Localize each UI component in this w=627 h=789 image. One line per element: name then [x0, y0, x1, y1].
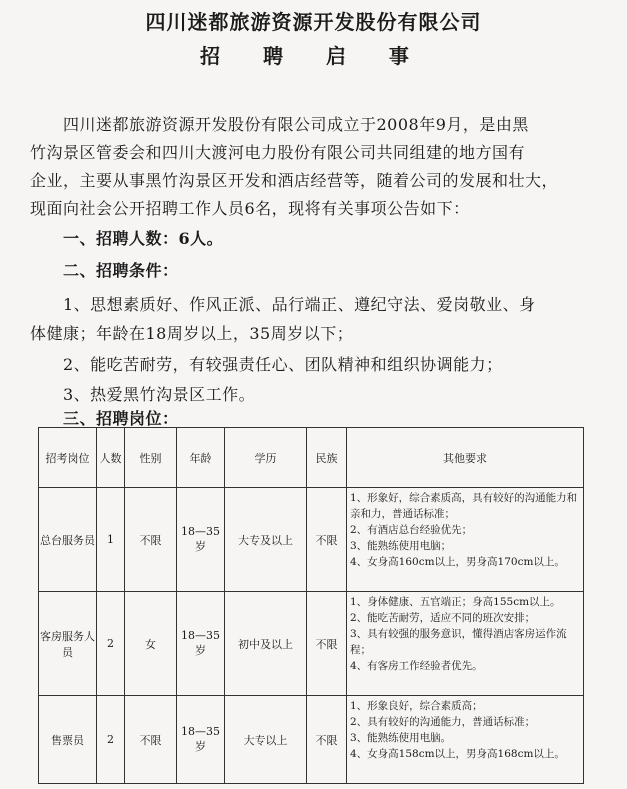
- requirement-item: 2、能吃苦耐劳，适应不同的班次安排；: [350, 612, 536, 624]
- requirement-item: 3、能熟练使用电脑；: [350, 540, 452, 552]
- requirement-item: 4、女身高160cm以上，男身高170cm以上。: [350, 556, 565, 568]
- header-ethnicity: 民族: [307, 428, 347, 488]
- cell-education: 初中及以上: [225, 592, 307, 696]
- table-row: [39, 488, 584, 592]
- cell-education: 大专及以上: [225, 488, 307, 592]
- cell-requirements: [347, 696, 584, 784]
- cell-ethnicity: 不限: [307, 488, 347, 592]
- section-heading-positions: 三、招聘岗位：: [63, 409, 179, 428]
- intro-line: 企业，主要从事黑竹沟景区开发和酒店经营等，随着公司的发展和壮大，: [30, 171, 559, 190]
- cell-age: 18—35岁: [177, 488, 225, 592]
- requirement-item: 4、女身高158cm以上，男身高168cm以上。: [350, 748, 565, 760]
- cell-gender: 女: [125, 592, 177, 696]
- section-heading-conditions: 二、招聘条件：: [63, 261, 179, 280]
- cell-position: 总台服务员: [39, 488, 97, 592]
- header-requirements: 其他要求: [347, 428, 584, 488]
- condition-line: 体健康；年龄在18周岁以上，35周岁以下；: [30, 324, 354, 343]
- cell-count: 2: [97, 592, 125, 696]
- header-age: 年龄: [177, 428, 225, 488]
- cell-ethnicity: 不限: [307, 592, 347, 696]
- requirement-item: 1、形象良好，综合素质高；: [350, 700, 483, 712]
- condition-line: 2、能吃苦耐劳，有较强责任心、团队精神和组织协调能力；: [63, 355, 503, 374]
- cell-requirements: [347, 592, 584, 696]
- cell-requirements: [347, 488, 584, 592]
- cell-gender: 不限: [125, 696, 177, 784]
- header-education: 学历: [225, 428, 307, 488]
- company-title: 四川迷都旅游资源开发股份有限公司: [145, 10, 482, 34]
- requirement-item: 2、具有较好的沟通能力，普通话标准；: [350, 716, 536, 728]
- cell-ethnicity: 不限: [307, 696, 347, 784]
- requirement-item: 3、能熟练使用电脑。: [350, 732, 452, 744]
- requirement-item: 1、身体健康、五官端正；身高155cm以上。: [350, 596, 561, 608]
- document-title: 招 聘 启 事: [200, 44, 427, 68]
- cell-position: 售票员: [39, 696, 97, 784]
- cell-age: 18—35岁: [177, 592, 225, 696]
- requirement-item: 3、具有较强的服务意识，懂得酒店客房运作流程；: [350, 628, 567, 656]
- condition-line: 3、热爱黑竹沟景区工作。: [63, 385, 256, 404]
- cell-count: 1: [97, 488, 125, 592]
- cell-education: 大专以上: [225, 696, 307, 784]
- intro-line: 竹沟景区管委会和四川大渡河电力股份有限公司共同组建的地方国有: [30, 143, 526, 162]
- requirement-item: 4、有客房工作经验者优先。: [350, 660, 483, 672]
- requirement-item: 1、形象好，综合素质高，具有较好的沟通能力和亲和力，普通话标准；: [350, 492, 578, 520]
- intro-line: 现面向社会公开招聘工作人员6名，现将有关事项公告如下：: [30, 199, 470, 218]
- section-heading-count: 一、招聘人数：6人。: [63, 229, 224, 248]
- header-gender: 性别: [125, 428, 177, 488]
- requirement-item: 2、有酒店总台经验优先；: [350, 524, 473, 536]
- cell-count: 2: [97, 696, 125, 784]
- positions-table: [38, 427, 584, 784]
- table-row: [39, 696, 584, 784]
- header-position: 招考岗位: [39, 428, 97, 488]
- header-count: 人数: [97, 428, 125, 488]
- condition-line: 1、思想素质好、作风正派、品行端正、遵纪守法、爱岗敬业、身: [63, 295, 536, 314]
- cell-position: 客房服务人员: [39, 592, 97, 696]
- table-header-row: [39, 428, 584, 488]
- table-row: [39, 592, 584, 696]
- cell-gender: 不限: [125, 488, 177, 592]
- intro-line: 四川迷都旅游资源开发股份有限公司成立于2008年9月，是由黑: [63, 115, 529, 134]
- cell-age: 18—35岁: [177, 696, 225, 784]
